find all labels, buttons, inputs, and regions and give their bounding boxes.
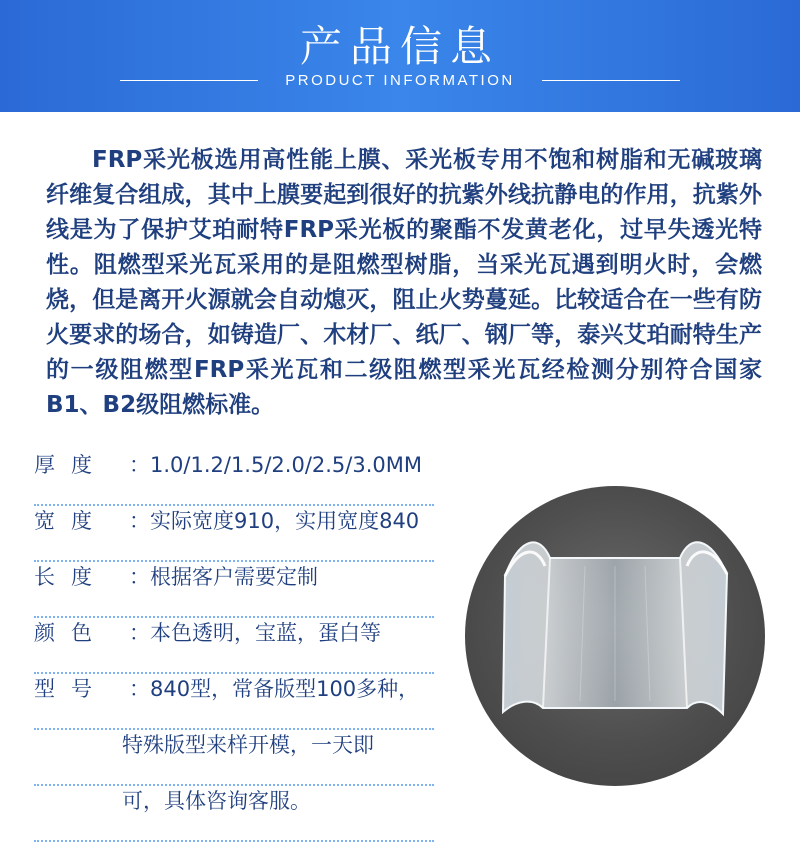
spec-value-model: 840型，常备版型100多种， bbox=[150, 677, 420, 701]
spec-list bbox=[34, 450, 434, 842]
intro-paragraph: FRP采光板选用高性能上膜、采光板专用不饱和树脂和无碱玻璃纤维复合组成，其中上膜要起到很好的抗紫外线抗静电的作用，抗紫外线是为了保护艾珀耐特FRP采光板的聚酯不发黄老化，过早失透光特性。阻燃型采光瓦采用的是阻燃型树脂，当采光瓦遇到明火时，会燃烧，但是离开火源就会自动熄灭，阻止火势蔓延。比较适合在一些有防火要求的场合，如铸造厂、木材厂、纸厂、钢厂等，泰兴艾珀耐特生产的一级阻燃型FRP采光瓦和二级阻燃型采光瓦经检测分别符合国家B1、B2级阻燃标准。 bbox=[46, 147, 762, 418]
page-subtitle: PRODUCT INFORMATION bbox=[285, 72, 515, 89]
spec-value-thickness: 1.0/1.2/1.5/2.0/2.5/3.0MM bbox=[150, 453, 422, 477]
spec-separator: ： bbox=[129, 565, 150, 589]
spec-label-color: 颜色 bbox=[34, 621, 108, 645]
spec-label-length: 长度 bbox=[34, 565, 108, 589]
spec-row-thickness bbox=[34, 450, 434, 506]
spec-value-model-line3: 可，具体咨询客服。 bbox=[122, 789, 311, 813]
spec-label-thickness: 厚度 bbox=[34, 453, 108, 477]
header-rule-right bbox=[542, 80, 680, 81]
spec-row-model-cont-1 bbox=[34, 730, 434, 786]
spec-value-model-line2: 特殊版型来样开模，一天即 bbox=[122, 733, 374, 757]
spec-value-color: 本色透明，宝蓝，蛋白等 bbox=[150, 621, 381, 645]
spec-row-model-cont-2 bbox=[34, 786, 434, 842]
spec-value-width: 实际宽度910，实用宽度840 bbox=[150, 509, 420, 533]
header-banner bbox=[0, 0, 800, 112]
frp-sheet-illustration bbox=[465, 486, 765, 786]
spec-value-length: 根据客户需要定制 bbox=[150, 565, 318, 589]
spec-row-length bbox=[34, 562, 434, 618]
spec-row-width bbox=[34, 506, 434, 562]
spec-label-model: 型号 bbox=[34, 677, 108, 701]
spec-separator: ： bbox=[129, 509, 150, 533]
spec-separator: ： bbox=[129, 621, 150, 645]
spec-separator: ： bbox=[129, 677, 150, 701]
page-title: 产品信息 bbox=[299, 22, 500, 71]
product-photo bbox=[465, 486, 765, 786]
spec-label-width: 宽度 bbox=[34, 509, 108, 533]
spec-row-model bbox=[34, 674, 434, 730]
spec-row-color bbox=[34, 618, 434, 674]
spec-separator: ： bbox=[129, 453, 150, 477]
